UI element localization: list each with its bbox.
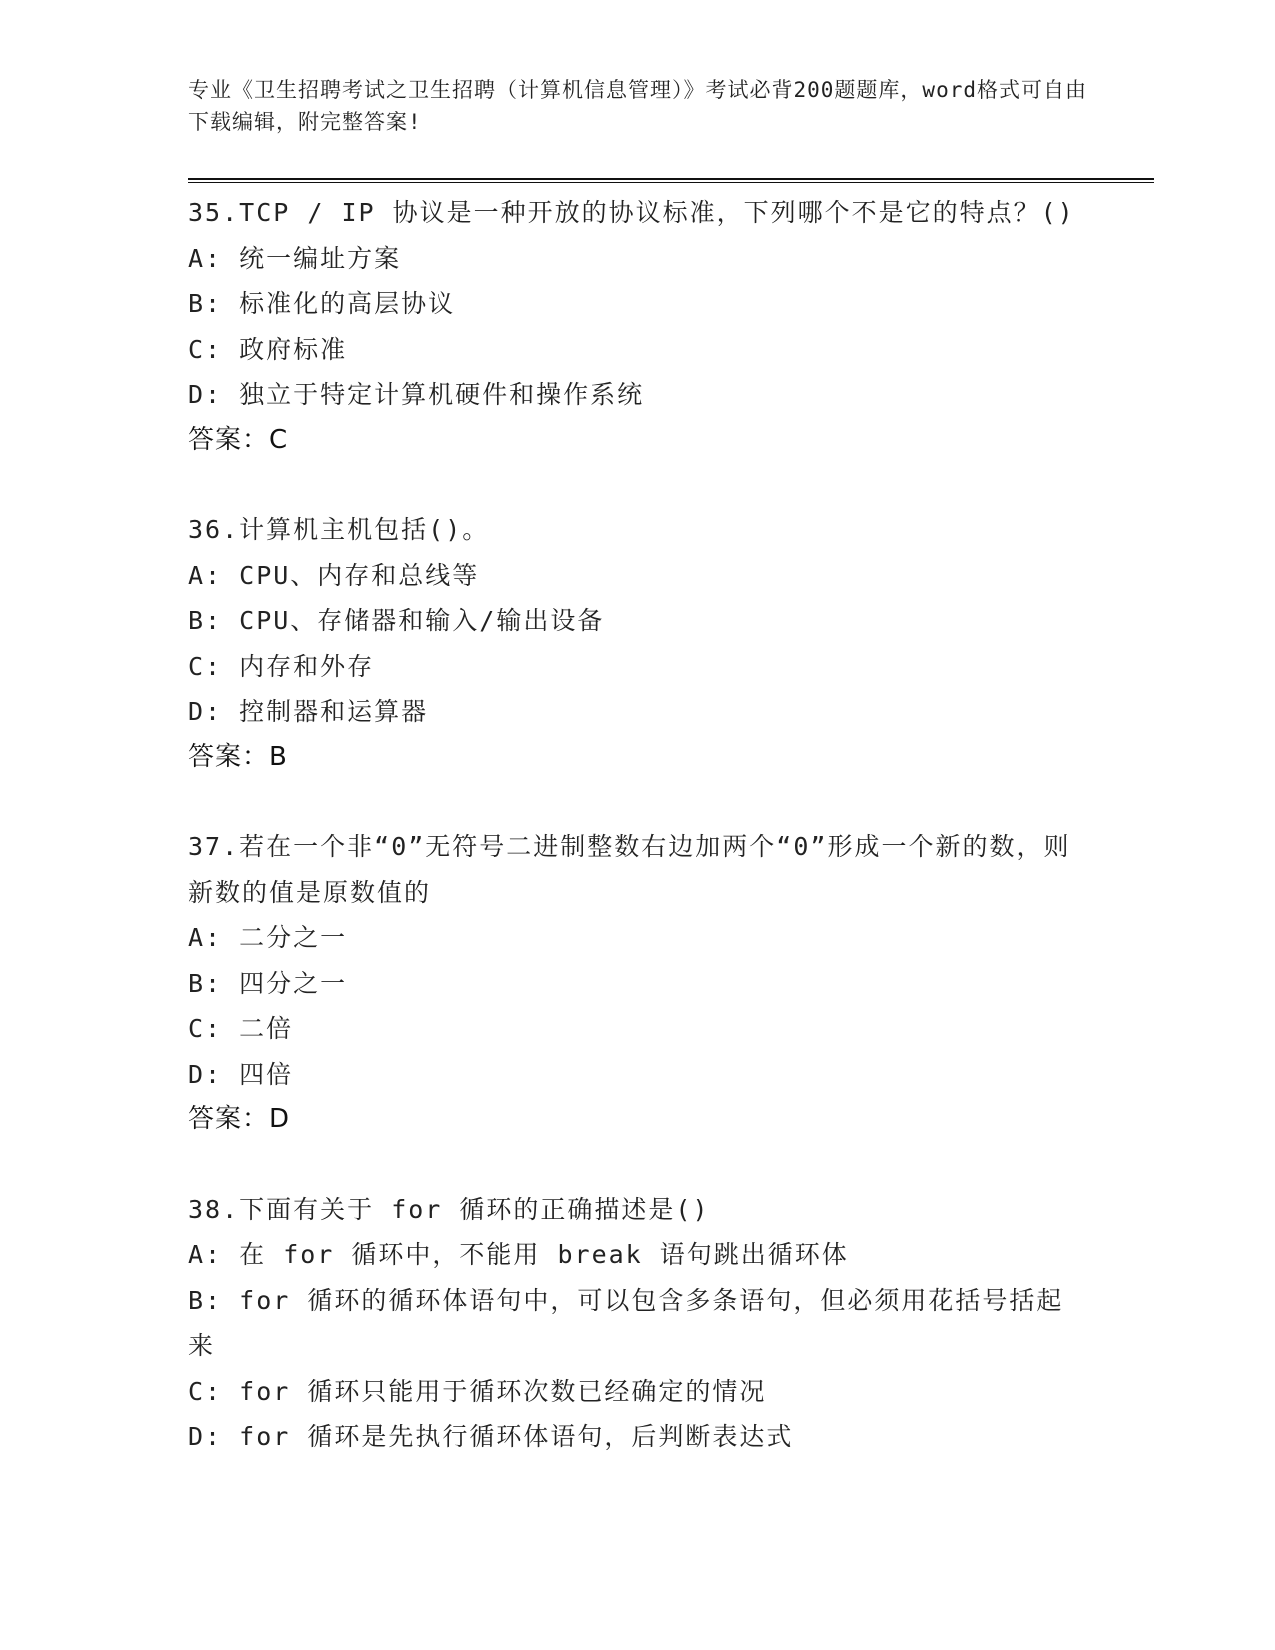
option-b: B: 四分之一 (188, 968, 348, 998)
option-c: C: 政府标准 (188, 334, 348, 364)
question-36 (188, 507, 1088, 780)
option-a: A: 二分之一 (188, 923, 348, 952)
option-c: C: for 循环只能用于循环次数已经确定的情况 (188, 1376, 767, 1406)
question-stem: 37.若在一个非“0”无符号二进制整数右边加两个“0”形成一个新的数，则新数的值是原数值的 (188, 832, 1071, 907)
question-stem: 36.计算机主机包括()。 (188, 515, 490, 544)
question-35 (188, 190, 1088, 463)
option-a: A: CPU、内存和总线等 (188, 560, 480, 590)
option-c: C: 内存和外存 (188, 651, 375, 681)
option-b: B: for 循环的循环体语句中，可以包含多条语句，但必须用花括号括起来 (188, 1285, 1064, 1360)
question-stem: 35.TCP / IP 协议是一种开放的协议标准，下列哪个不是它的特点？() (188, 198, 1075, 227)
option-d: D: 独立于特定计算机硬件和操作系统 (188, 380, 645, 409)
option-a: A: 统一编址方案 (188, 243, 402, 273)
option-b: B: CPU、存储器和输入/输出设备 (188, 606, 605, 635)
option-d: D: 控制器和运算器 (188, 697, 429, 726)
option-d: D: for 循环是先执行循环体语句，后判断表达式 (188, 1422, 794, 1451)
document-header: 专业《卫生招聘考试之卫生招聘（计算机信息管理）》考试必背200题题库，word格式可自由下载编辑，附完整答案! (188, 78, 1087, 134)
question-list (188, 190, 1088, 1504)
answer-line: 答案：B (188, 741, 288, 772)
question-stem: 38.下面有关于 for 循环的正确描述是() (188, 1194, 710, 1224)
question-38 (188, 1187, 1088, 1460)
option-d: D: 四倍 (188, 1059, 294, 1089)
answer-line: 答案：C (188, 424, 289, 455)
header-divider (188, 178, 1154, 183)
option-b: B: 标准化的高层协议 (188, 289, 456, 318)
option-a: A: 在 for 循环中，不能用 break 语句跳出循环体 (188, 1240, 849, 1269)
question-37 (188, 824, 1088, 1143)
answer-line: 答案：D (188, 1104, 291, 1134)
option-c: C: 二倍 (188, 1014, 294, 1043)
